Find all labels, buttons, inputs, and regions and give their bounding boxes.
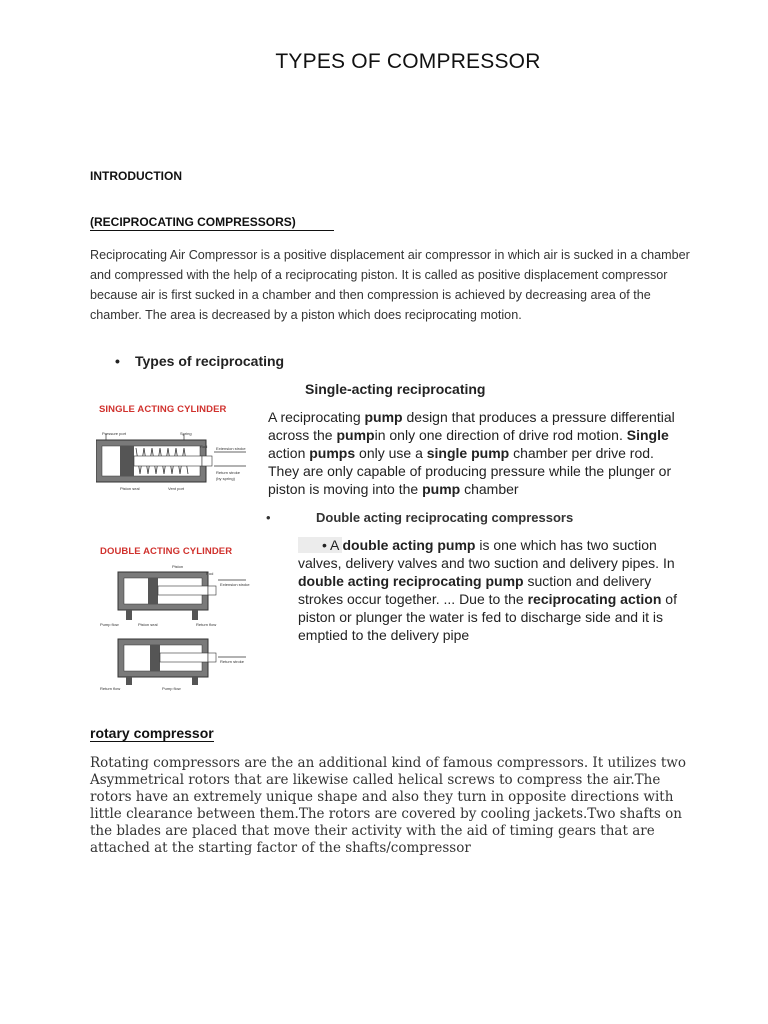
bullet-double-acting — [266, 510, 573, 525]
figure-label: SINGLE ACTING CYLINDER — [99, 404, 227, 415]
piston — [120, 446, 134, 476]
piston-top — [148, 578, 158, 604]
bullet-dot: • — [115, 353, 120, 369]
double-acting-paragraph: • A double acting pump is one which has two suction valves, delivery valves and two suction and delivery pipes. In double acting reciprocating pump suction and delivery strokes occur together. ... Due to the reciprocating action of piston or plunger the water is fed to discharge side and it is emptied to the delivery pipe — [298, 537, 677, 643]
extension-stroke-label: Extension stroke — [216, 446, 246, 451]
reciprocating-heading: (RECIPROCATING COMPRESSORS) — [90, 215, 334, 231]
figure-label: DOUBLE ACTING CYLINDER — [100, 546, 233, 557]
piston-seal-label: Piston seal — [120, 486, 140, 491]
intro-paragraph: Reciprocating Air Compressor is a positive displacement air compressor in which air is sucked in a chamber and compressed with the help of a reciprocating piston. It is called as positive displacement compressor because air is first sucked in a chamber and then compression is achieved by decreasing area of the chamber. The area is decreased by a piston which does reciprocating motion. — [90, 248, 690, 322]
page-title: TYPES OF COMPRESSOR — [275, 50, 541, 73]
rotary-heading: rotary compressor — [90, 725, 214, 741]
bullet-text: Types of reciprocating — [135, 353, 285, 369]
double-acting-cylinder-figure — [96, 542, 271, 692]
return-flow-label: Return flow — [100, 686, 121, 691]
single-acting-paragraph: A reciprocating pump design that produces a pressure differential across the pumpin only one direction of drive rod motion. Single action pumps only use a single pump chamber per drive rod. They are only capable of producing pressure while the plunger or piston is moving into the pump chamber — [268, 409, 675, 497]
pump-flow-label: Pump flow — [162, 686, 181, 691]
return-flow-label: Return flow — [196, 622, 217, 627]
piston-bottom — [150, 645, 160, 671]
piston-label: Piston — [172, 564, 184, 569]
single-acting-heading: Single-acting reciprocating — [305, 381, 486, 397]
by-spring-label: (by spring) — [216, 476, 235, 481]
rod — [134, 456, 202, 466]
rod-label: Rod — [200, 444, 208, 449]
pressure-port-label: Pressure port — [102, 431, 127, 436]
spring-label: Spring — [180, 431, 192, 436]
bullet-types-of-reciprocating — [116, 353, 284, 369]
return-stroke-label: Return stroke — [220, 659, 245, 664]
rod-label: Rod — [206, 571, 214, 576]
return-stroke-label: Return stroke — [216, 470, 241, 475]
rod-end — [202, 456, 212, 466]
bullet-dot: • — [266, 510, 271, 525]
introduction-heading: INTRODUCTION — [90, 169, 182, 183]
single-acting-cylinder-figure — [96, 400, 266, 500]
double-cylinder-drawing — [96, 542, 271, 692]
piston-seal-label: Piston seal — [138, 622, 158, 627]
extension-stroke-label: Extension stroke — [220, 582, 250, 587]
rotary-paragraph: Rotating compressors are the an additional kind of famous compressors. It utilizes two Asymmetrical rotors that are likewise called helical screws to compress the air.The rotors have an extremely unique shape and also they turn in opposite directions with little clearance between them.The rotors are covered by cooling jackets.Two shafts on the blades are placed that move their activity with the aid of timing gears that are attached at the starting factor of the shafts/compressor — [90, 755, 686, 856]
pump-flow-label: Pump flow — [100, 622, 119, 627]
vent-port-label: Vent port — [168, 486, 185, 491]
bullet-text: Double acting reciprocating compressors — [316, 510, 574, 525]
